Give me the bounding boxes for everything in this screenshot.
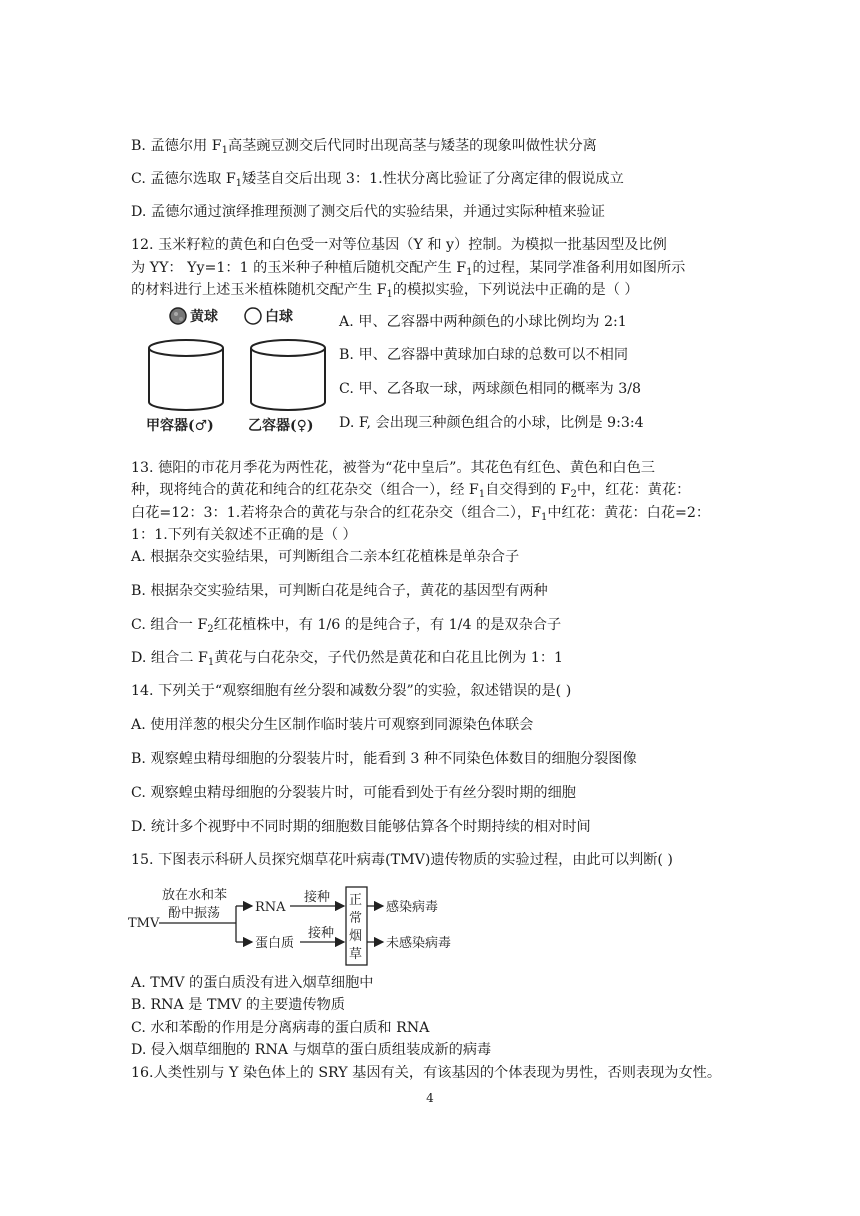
q15-figure (128, 884, 488, 970)
q12-stem-line3: 的材料进行上述玉米植株随机交配产生 $F_1$的模拟实验，下列说法中正确的是（ ） (131, 282, 639, 300)
q12-stem-line1: 12. 玉米籽粒的黄色和白色受一对等位基因（Y 和 y）控制。为模拟一批基因型及比例 (131, 237, 667, 253)
white-ball-icon (245, 308, 261, 324)
q14-option-a: A. 使用洋葱的根尖分生区制作临时装片可观察到同源染色体联会 (131, 717, 534, 733)
q15-option-b: B. RNA 是 TMV 的主要遗传物质 (131, 997, 346, 1013)
plant-char-1: 正 (349, 893, 363, 908)
q12-stem-line2: 为 YY： Yy=1：1 的玉米种子种植后随机交配产生 $F_1$的过程，某同学准备利用如图所示 (131, 260, 686, 278)
q11-option-c: C. 孟德尔选取 $F_1$矮茎自交后出现 3：1.性状分离比验证了分离定律的假说成立 (131, 171, 624, 189)
q13-option-d: D. 组合二 $F_1$黄花与白花杂交，子代仍然是黄花和白花且比例为 1：1 (131, 650, 564, 668)
plant-char-4: 草 (349, 947, 363, 962)
q13-stem-line3: 白花=12：3：1.若将杂合的黄花与杂合的红花杂交（组合二），$F_1$中红花：黄花：白花=2： (131, 505, 711, 523)
q15-option-a: A. TMV 的蛋白质没有进入烟草细胞中 (131, 975, 374, 991)
plant-char-3: 烟 (349, 929, 363, 944)
q12-option-d: D. F, 会出现三种颜色组合的小球，比例是 9:3:4 (339, 415, 644, 431)
page-number: 4 (426, 1091, 434, 1105)
q12-figure (142, 302, 332, 438)
tmv-label: TMV (128, 916, 160, 931)
q14-stem: 14. 下列关于“观察细胞有丝分裂和减数分裂”的实验，叙述错误的是( ) (131, 683, 572, 699)
infected-label: 感染病毒 (386, 900, 439, 915)
q13-stem-line2: 种，现将纯合的黄花和纯合的红花杂交（组合一），经 $F_1$自交得到的 $F_2$中，红花：黄花： (131, 482, 691, 500)
q13-option-c: C. 组合一 $F_2$红花植株中，有 1/6 的是纯合子，有 1/4 的是双杂合子 (131, 617, 562, 635)
treatment-label-2: 酚中振荡 (168, 906, 221, 921)
plant-char-2: 常 (349, 911, 363, 926)
q12-option-b: B. 甲、乙容器中黄球加白球的总数可以不相同 (339, 347, 629, 363)
inoculate-label-2: 接种 (308, 926, 335, 941)
q15-option-d: D. 侵入烟草细胞的 RNA 与烟草的蛋白质组装成新的病毒 (131, 1042, 492, 1058)
inoculate-label-1: 接种 (304, 890, 331, 905)
container-b (251, 340, 325, 410)
q14-option-d: D. 统计多个视野中不同时期的细胞数目能够估算各个时期持续的相对时间 (131, 819, 591, 835)
protein-label: 蛋白质 (255, 936, 295, 951)
q15-option-c: C. 水和苯酚的作用是分离病毒的蛋白质和 RNA (131, 1020, 430, 1036)
q13-stem-line1: 13. 德阳的市花月季花为两性花，被誉为“花中皇后”。其花色有红色、黄色和白色三 (131, 460, 655, 476)
rna-label: RNA (255, 900, 286, 915)
not-infected-label: 未感染病毒 (386, 936, 452, 951)
q16-stem: 16.人类性别与 Y 染色体上的 SRY 基因有关，有该基因的个体表现为男性，否则表现为女性。 (131, 1065, 722, 1081)
container-a (149, 340, 223, 410)
q11-option-b: B. 孟德尔用 $F_1$高茎豌豆测交后代同时出现高茎与矮茎的现象叫做性状分离 (131, 138, 597, 156)
container-b-label: 乙容器(♀) (248, 418, 314, 434)
q14-option-b: B. 观察蝗虫精母细胞的分裂装片时，能看到 3 种不同染色体数目的细胞分裂图像 (131, 751, 637, 767)
legend-yellow: 黄球 (190, 309, 218, 325)
q13-stem-line4: 1：1.下列有关叙述不正确的是（ ） (131, 527, 357, 543)
legend-white: 白球 (265, 309, 293, 325)
treatment-label-1: 放在水和苯 (162, 888, 228, 903)
yellow-ball-icon (170, 308, 186, 324)
q11-option-d: D. 孟德尔通过演绎推理预测了测交后代的实验结果，并通过实际种植来验证 (131, 204, 605, 220)
q12-option-c: C. 甲、乙各取一球，两球颜色相同的概率为 3/8 (339, 381, 642, 397)
q14-option-c: C. 观察蝗虫精母细胞的分裂装片时，可能看到处于有丝分裂时期的细胞 (131, 785, 576, 801)
container-a-label: 甲容器(♂) (146, 418, 214, 434)
q12-option-a: A. 甲、乙容器中两种颜色的小球比例均为 2:1 (339, 314, 627, 330)
q13-option-a: A. 根据杂交实验结果，可判断组合二亲本红花植株是单杂合子 (131, 549, 520, 565)
q15-stem: 15. 下图表示科研人员探究烟草花叶病毒(TMV)遗传物质的实验过程，由此可以判断( ) (131, 852, 673, 868)
q13-option-b: B. 根据杂交实验结果，可判断白花是纯合子，黄花的基因型有两种 (131, 583, 548, 599)
